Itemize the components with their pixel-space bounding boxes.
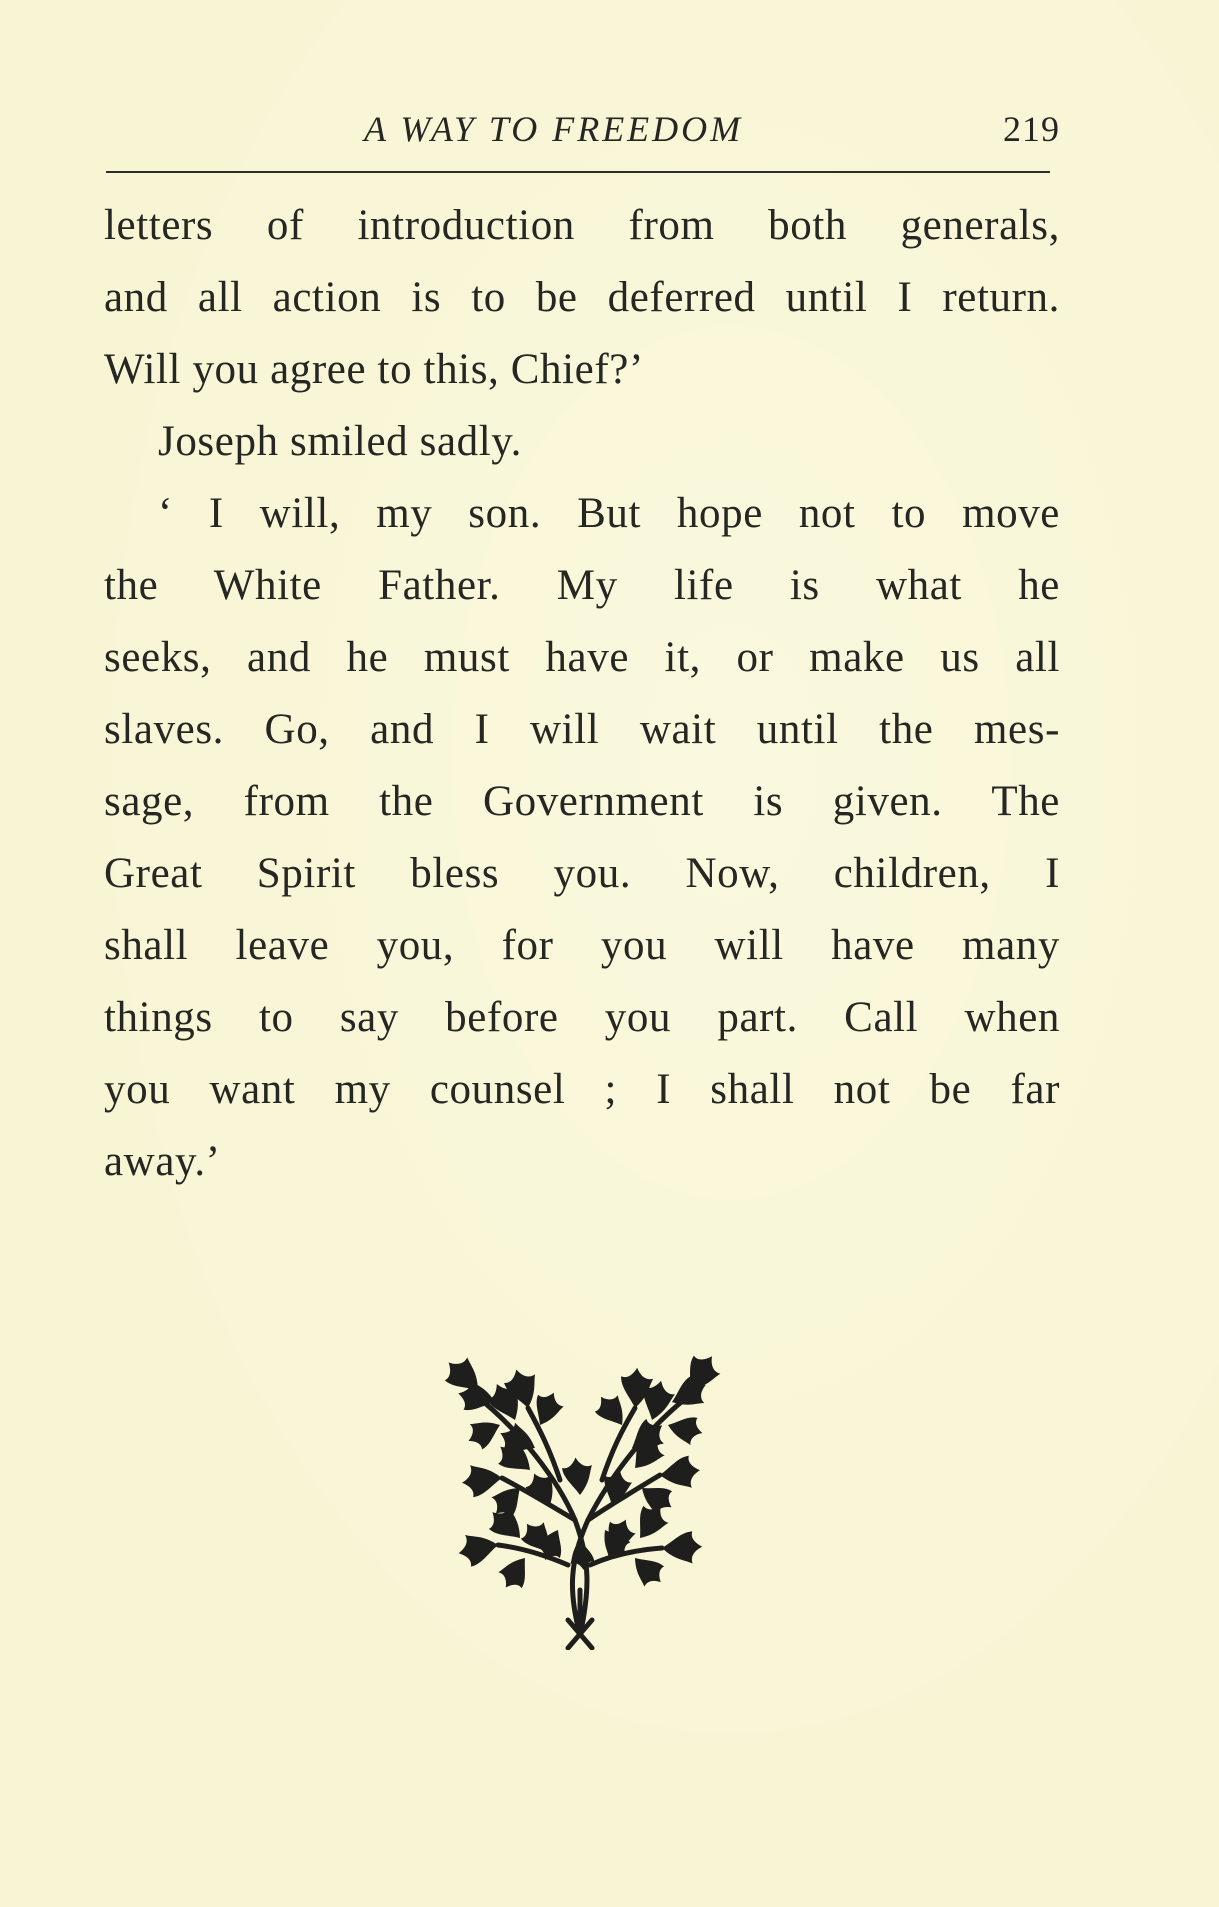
text-line: Great Spirit bless you. Now, children, I (104, 850, 1060, 897)
text-line: ‘ I will, my son. But hope not to move (158, 490, 1060, 537)
header-rule (106, 171, 1050, 173)
running-title: A WAY TO FREEDOM (364, 109, 744, 149)
body-text (104, 190, 1060, 1198)
text-line: you want my counsel ; I shall not be far (104, 1066, 1060, 1113)
text-line: shall leave you, for you will have many (104, 922, 1060, 969)
text-line: away.’ (104, 1138, 221, 1185)
fern-sprig-tailpiece-icon (440, 1290, 730, 1650)
text-line: sage, from the Government is given. The (104, 778, 1060, 825)
text-line: slaves. Go, and I will wait until the mes- (104, 706, 1060, 753)
text-line: letters of introduction from both generals, (104, 202, 1060, 249)
running-head (104, 108, 1060, 158)
page-number: 219 (1003, 109, 1060, 149)
text-line: Joseph smiled sadly. (158, 418, 522, 465)
text-line: the White Father. My life is what he (104, 562, 1060, 609)
text-line: seeks, and he must have it, or make us all (104, 634, 1060, 681)
text-line: Will you agree to this, Chief?’ (104, 346, 644, 393)
text-line: things to say before you part. Call when (104, 994, 1060, 1041)
text-line: and all action is to be deferred until I return. (104, 274, 1060, 321)
